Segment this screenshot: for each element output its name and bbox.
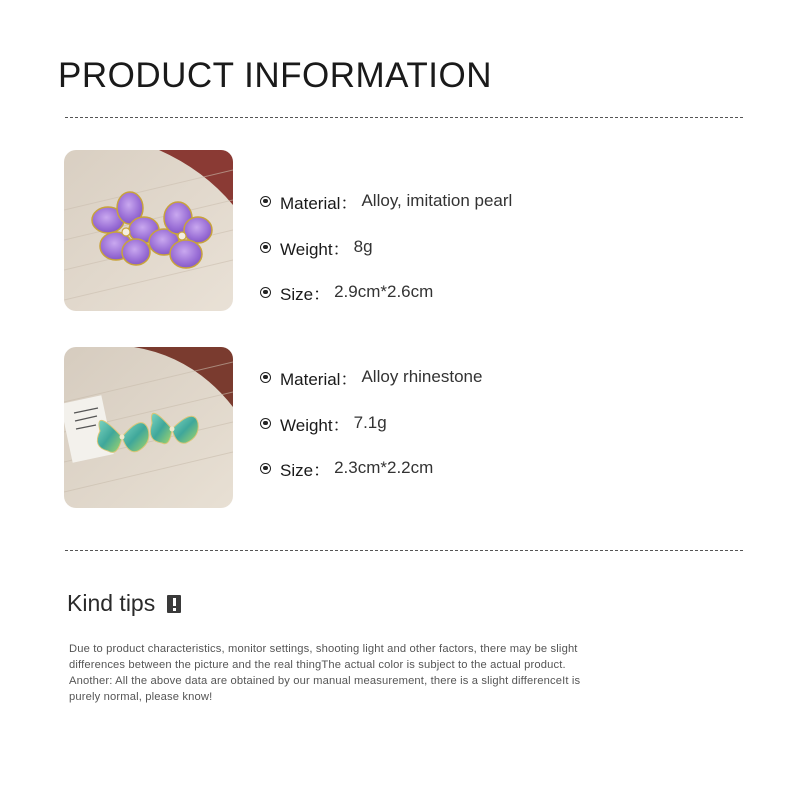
spec-value: Alloy rhinestone [361, 367, 483, 386]
product-card-butterfly [64, 347, 744, 509]
kind-tips-heading [67, 590, 181, 617]
spec-value: 7.1g [353, 413, 387, 432]
spec-label: Weight： [280, 415, 350, 435]
spec-size [260, 457, 433, 479]
spec-label: Size： [280, 284, 331, 304]
bullet-icon [260, 242, 271, 253]
spec-size [260, 281, 433, 303]
spec-label: Material： [280, 193, 358, 213]
tips-line: Another: All the above data are obtained by our manual measurement, there is a slight differenceIt is [69, 675, 581, 687]
dashed-divider [65, 117, 743, 118]
tips-line: purely normal, please know! [69, 691, 213, 703]
bullet-icon [260, 463, 271, 474]
warning-icon [167, 595, 181, 613]
spec-value: 8g [353, 237, 373, 256]
dashed-divider [65, 550, 743, 551]
kind-tips-title: Kind tips [67, 590, 156, 616]
product-card-flower [64, 150, 744, 312]
purple-flower-earrings-photo [64, 150, 233, 311]
spec-weight [260, 236, 373, 258]
kind-tips-text [69, 641, 659, 705]
spec-value: Alloy, imitation pearl [361, 191, 513, 210]
butterfly-earrings-photo [64, 347, 233, 508]
spec-label: Weight： [280, 239, 350, 259]
spec-value: 2.9cm*2.6cm [334, 282, 434, 301]
bullet-icon [260, 196, 271, 207]
spec-material [260, 190, 512, 212]
spec-label: Size： [280, 460, 331, 480]
spec-weight [260, 412, 387, 434]
tips-line: Due to product characteristics, monitor settings, shooting light and other factors, there may be slight [69, 643, 578, 655]
page-title: PRODUCT INFORMATION [58, 56, 493, 95]
spec-value: 2.3cm*2.2cm [334, 458, 434, 477]
tips-line: differences between the picture and the real thingThe actual color is subject to the actual product. [69, 659, 566, 671]
spec-label: Material： [280, 369, 358, 389]
bullet-icon [260, 287, 271, 298]
spec-material [260, 366, 482, 388]
bullet-icon [260, 372, 271, 383]
bullet-icon [260, 418, 271, 429]
